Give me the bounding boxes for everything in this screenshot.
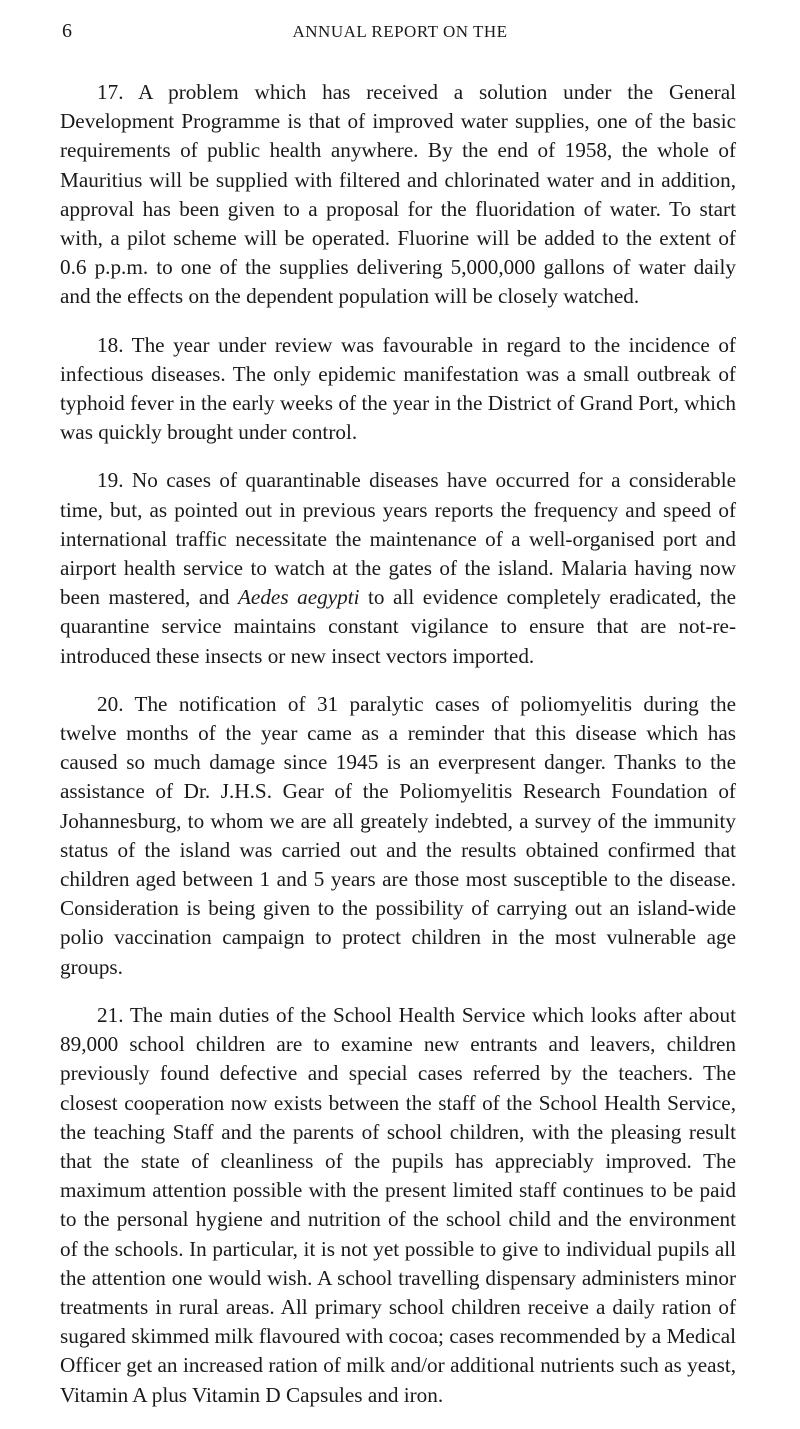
paragraph-19 bbox=[60, 466, 736, 670]
paragraph-19-text-end: to all evidence completely eradicated, the quarantine service maintains constant vigilance to ensure that are not-re-introduced these insects or new insect vectors imported. bbox=[60, 585, 737, 668]
paragraph-21: 21. The main duties of the School Health Service which looks after about 89,000 school children are to examine new entrants and leavers, children previously found defective and special cases referred by the teachers. The closest cooperation now exists between the staff of the School Health Service, the teaching Staff and the parents of school children, with the pleasing result that the state of cleanliness of the pupils has appreciably improved. The maximum attention possible with the present limited staff continues to be paid to the personal hygiene and nutrition of the school child and the environment of the schools. In particular, it is not yet possible to give to individual pupils all the attention one would wish. A school travelling dispensary administers minor treatments in rural areas. All primary school children receive a daily ration of sugared skimmed milk flavoured with cocoa; cases recommended by a Medical Officer get an increased ration of milk and/or additional nutrients such as yeast, Vitamin A plus Vitamin D Capsules and iron. bbox=[60, 1002, 736, 1407]
body-text bbox=[60, 78, 736, 1429]
species-name: Aedes aegypti bbox=[237, 585, 360, 610]
page-header bbox=[0, 20, 800, 50]
running-title: ANNUAL REPORT ON THE bbox=[292, 22, 508, 41]
paragraph-17: 17. A problem which has received a solution under the General Development Programme is that of improved water supplies, one of the basic requirements of public health anywhere. By the end of 1958, the whole of Mauritius will be supplied with filtered and chlorinated water and in addition, approval has been given to a proposal for the fluoridation of water. To start with, a pilot scheme will be operated. Fluorine will be added to the extent of 0.6 p.p.m. to one of the supplies delivering 5,000,000 gallons of water daily and the effects on the dependent population will be closely watched. bbox=[60, 80, 736, 309]
paragraph-20: 20. The notification of 31 paralytic cases of poliomyelitis during the twelve months of the year came as a reminder that this disease which has caused so much damage since 1945 is an everpresent danger. Thanks to the assistance of Dr. J.H.S. Gear of the Poliomyelitis Research Foundation of Johannesburg, to whom we are all greately indebted, a survey of the immunity status of the island was carried out and the results obtained confirmed that children aged between 1 and 5 years are those most susceptible to the disease. Consideration is being given to the possibility of carrying out an island-wide polio vaccination campaign to protect children in the most vulnerable age groups. bbox=[60, 691, 736, 979]
paragraph-18: 18. The year under review was favourable in regard to the incidence of infectious diseases. The only epidemic manifestation was a small outbreak of typhoid fever in the early weeks of the year in the District of Grand Port, which was quickly brought under control. bbox=[60, 332, 736, 445]
paragraph-19-text-start: 19. No cases of quarantinable diseases have occurred for a considerable time, but, as pointed out in previous years reports the frequency and speed of international traffic necessitate the maintenance of a well-organised port and airport health service to watch at the gates of the island. Malaria having now been mastered, and bbox=[60, 468, 736, 610]
page-number: 6 bbox=[62, 20, 72, 42]
